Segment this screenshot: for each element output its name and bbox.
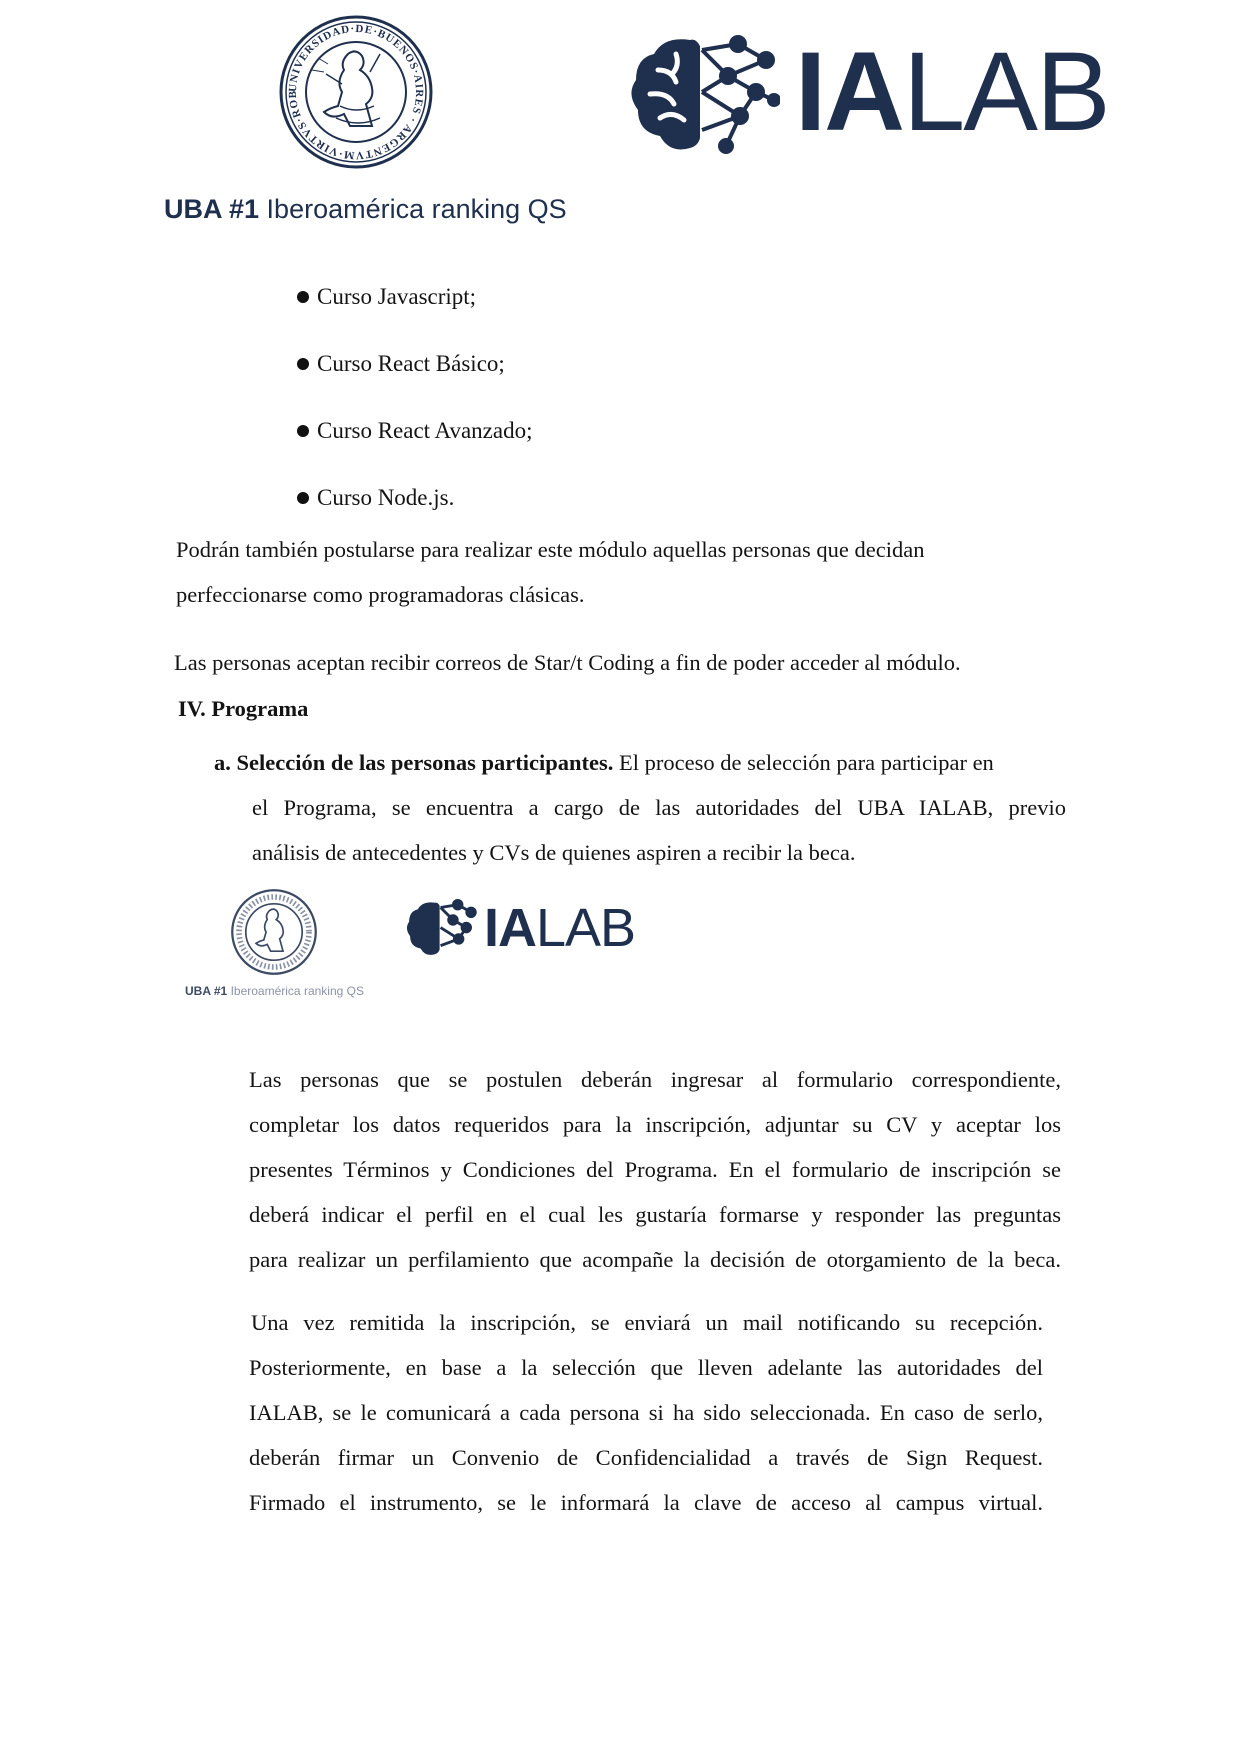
ranking-line bbox=[164, 194, 567, 225]
paragraph-line: para realizar un perfilamiento que acompañe la decisión de otorgamiento de la beca. bbox=[249, 1247, 1061, 1272]
bullet-icon bbox=[297, 492, 309, 504]
item-a-line: análisis de antecedentes y CVs de quienes aspiren a recibir la beca. bbox=[252, 840, 856, 865]
brand-suffix: LAB bbox=[536, 898, 636, 958]
seal-ring-text: UNIVERSIDAD·DE·BUENOS·AIRES · ARGENTVM·VIRTVS·ROB bbox=[286, 22, 426, 162]
ialab-logo-small bbox=[406, 898, 636, 960]
course-label: Curso Node.js. bbox=[317, 485, 455, 510]
svg-text:UNIVERSIDAD·DE·BUENOS·AIRES · bbox=[278, 14, 425, 161]
bullet-icon bbox=[297, 291, 309, 303]
ranking-text: Iberoamérica ranking QS bbox=[230, 984, 364, 998]
brand-suffix: LAB bbox=[903, 29, 1109, 154]
ialab-logo bbox=[630, 29, 1109, 156]
paragraph-line: Firmado el instrumento, se le informará la clave de acceso al campus virtual. bbox=[249, 1490, 1043, 1515]
paragraph-line: IALAB, se le comunicará a cada persona si ha sido seleccionada. En caso de serlo, bbox=[249, 1400, 1043, 1425]
uba-seal bbox=[278, 14, 434, 170]
list-item bbox=[297, 418, 532, 444]
paragraph-line: completar los datos requeridos para la inscripción, adjuntar su CV y aceptar los bbox=[249, 1112, 1061, 1137]
item-a-text: El proceso de selección para participar en bbox=[619, 750, 994, 775]
ialab-brain-network-icon bbox=[406, 898, 478, 958]
uba-seal-small bbox=[230, 888, 318, 976]
item-a-first-line bbox=[214, 740, 1066, 785]
brand-prefix: IA bbox=[795, 29, 903, 154]
ialab-brain-network-icon bbox=[630, 30, 780, 156]
ranking-text: Iberoamérica ranking QS bbox=[266, 194, 567, 224]
paragraph-line: presentes Términos y Condiciones del Programa. En el formulario de inscripción se bbox=[249, 1157, 1061, 1182]
paragraph-line: Posteriormente, en base a la selección que lleven adelante las autoridades del bbox=[249, 1355, 1043, 1380]
course-label: Curso Javascript; bbox=[317, 284, 477, 309]
section-title: IV. Programa bbox=[178, 696, 309, 721]
brand-prefix: IA bbox=[484, 898, 536, 958]
paragraph-line: deberá indicar el perfil en el cual les gustaría formarse y responder las preguntas bbox=[249, 1202, 1061, 1227]
ranking-bold: UBA #1 bbox=[185, 984, 228, 998]
paragraph-line: Una vez remitida la inscripción, se enviará un mail notificando su recepción. bbox=[251, 1310, 1043, 1335]
paragraph-line: Las personas que se postulen deberán ingresar al formulario correspondiente, bbox=[249, 1067, 1061, 1092]
paragraph-line: deberán firmar un Convenio de Confidencialidad a través de Sign Request. bbox=[249, 1445, 1043, 1470]
course-label: Curso React Avanzado; bbox=[317, 418, 533, 443]
bullet-icon bbox=[297, 358, 309, 370]
bullet-icon bbox=[297, 425, 309, 437]
course-label: Curso React Básico; bbox=[317, 351, 505, 376]
item-a-label: a. Selección de las personas participantes. bbox=[214, 750, 614, 775]
list-item bbox=[297, 284, 476, 310]
intro-line: perfeccionarse como programadoras clásicas. bbox=[176, 582, 585, 607]
item-a-line: el Programa, se encuentra a cargo de las autoridades del UBA IALAB, previo bbox=[252, 795, 1066, 820]
intro-line: Podrán también postularse para realizar este módulo aquellas personas que decidan bbox=[176, 537, 925, 562]
ranking-line-small bbox=[185, 984, 364, 998]
ranking-bold: UBA #1 bbox=[164, 194, 260, 224]
uba-seal-icon bbox=[230, 888, 318, 976]
emails-line: Las personas aceptan recibir correos de Star/t Coding a fin de poder acceder al módulo. bbox=[174, 650, 961, 675]
uba-seal-icon bbox=[278, 14, 434, 170]
list-item bbox=[297, 351, 505, 377]
list-item bbox=[297, 485, 454, 511]
